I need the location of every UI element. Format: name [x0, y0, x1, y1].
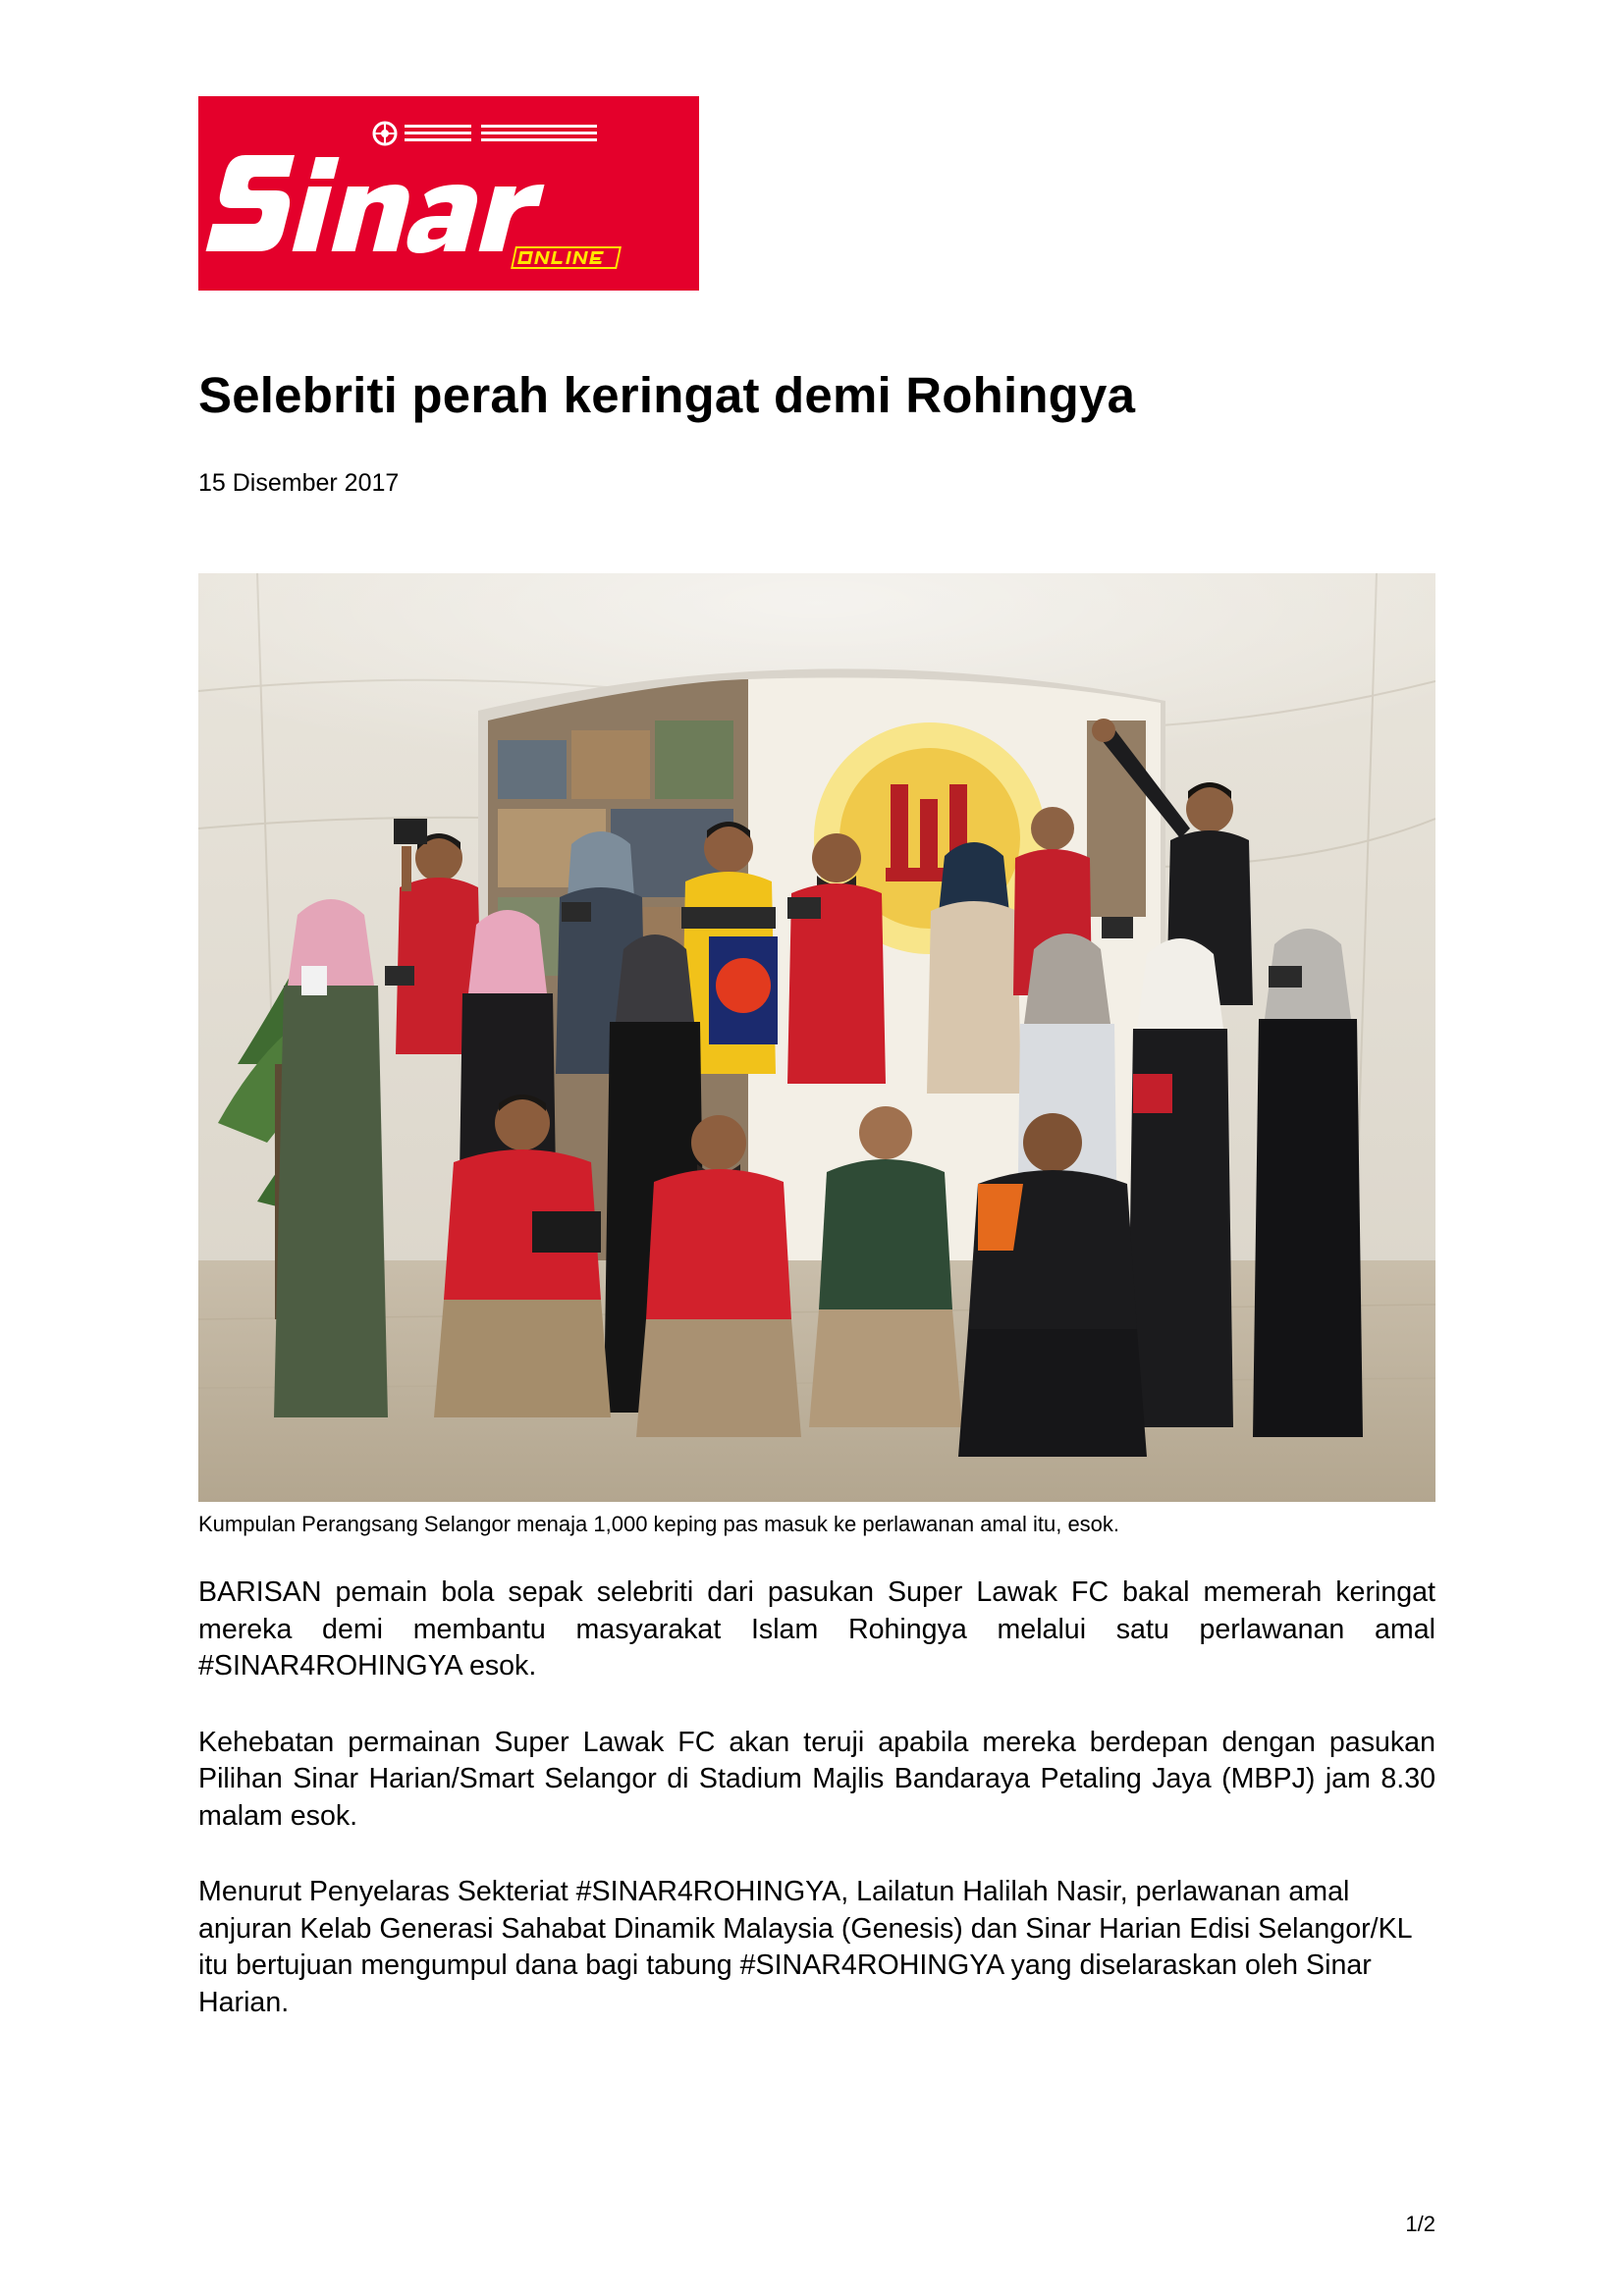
group-photo — [198, 573, 1435, 1502]
article-paragraph: BARISAN pemain bola sepak selebriti dari pasukan Super Lawak FC bakal memerah keringat mereka demi membantu masyarakat Islam Rohingya melalui satu perlawanan amal #SINAR4ROHINGYA esok. — [198, 1576, 1435, 1682]
article-paragraph: Menurut Penyelaras Sekteriat #SINAR4ROHINGYA, Lailatun Halilah Nasir, perlawanan amal anjuran Kelab Generasi Sahabat Dinamik Malaysia (Genesis) dan Sinar Harian Edisi Selangor/KL itu bertujuan mengumpul dana bagi tabung #SINAR4ROHINGYA yang diselaraskan oleh Sinar Harian. — [198, 1876, 1412, 2018]
article-title: Selebriti perah keringat demi Rohingya — [198, 367, 1136, 423]
article-paragraph: Kehebatan permainan Super Lawak FC akan teruji apabila mereka berdepan dengan pasukan Pilihan Sinar Harian/Smart Selangor di Stadium Majlis Bandaraya Petaling Jaya (MBPJ) jam 8.30 malam esok. — [198, 1726, 1435, 1832]
page-number: 1/2 — [1405, 2212, 1435, 2236]
sinar-online-logo — [198, 96, 699, 291]
photo-caption: Kumpulan Perangsang Selangor menaja 1,000 keping pas masuk ke perlawanan amal itu, esok. — [198, 1512, 1120, 1536]
article-body — [198, 1575, 1435, 2060]
publication-date: 15 Disember 2017 — [198, 469, 400, 497]
